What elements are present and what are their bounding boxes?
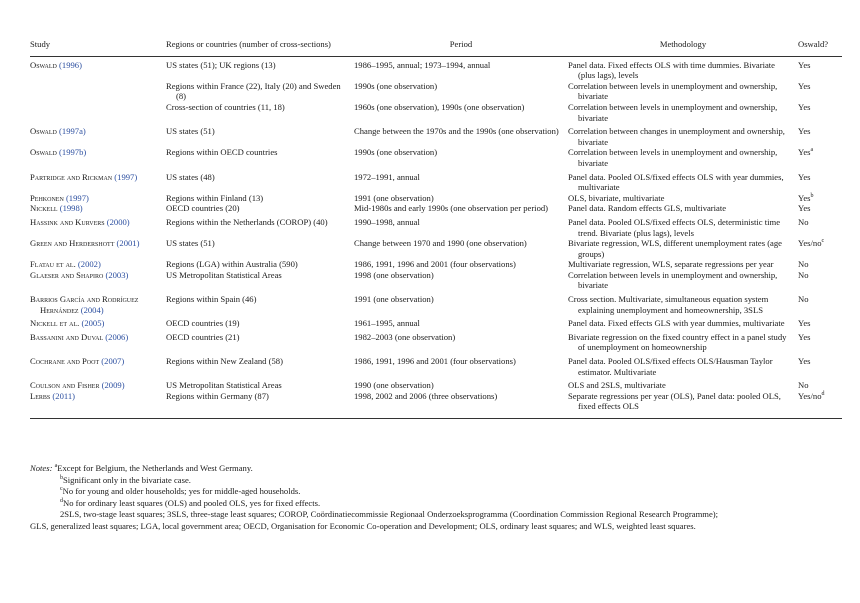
cell-regions-text: Cross-section of countries (11, 18) [166,101,285,112]
study-author: Lerbs [30,390,51,401]
cell-regions [166,193,354,204]
note-d-text: No for ordinary least squares (OLS) and pooled OLS, yes for fixed effects. [63,497,321,508]
cell-period [354,238,568,259]
table-row [30,214,842,238]
study-author: Bassanini and Duval [30,331,104,342]
cell-methodology-text: Panel data. Pooled OLS/fixed effects OLS with year dummies, multivariate [568,171,784,193]
cell-period-text: Change between the 1970s and the 1990s (one observation) [354,126,559,137]
oswald-value: No [798,294,809,305]
oswald-value: Yes [798,331,811,342]
cell-methodology [568,193,798,204]
note-c-mark: c [60,486,63,493]
table-row [30,259,842,270]
oswald-value: No [798,259,809,270]
cell-regions [166,214,354,238]
cell-oswald [798,81,842,102]
cell-regions [166,81,354,102]
table-row [30,238,842,259]
cell-period [354,214,568,238]
cell-methodology [568,270,798,291]
study-year-link[interactable]: (2000) [106,216,130,227]
cell-study [30,214,166,238]
cell-period-text: 1991 (one observation) [354,294,434,305]
note-b-mark: b [60,474,63,481]
note-d-mark: d [60,497,63,504]
cell-methodology-text: Bivariate regression on the fixed country effect in a panel study of unemployment on homeownership [568,331,787,353]
cell-period-text: Mid-1980s and early 1990s (one observation per period) [354,203,549,214]
cell-methodology [568,391,798,419]
cell-period [354,259,568,270]
cell-oswald [798,315,842,329]
cell-oswald [798,169,842,193]
cell-methodology-text: Multivariate regression, WLS, separate regressions per year [568,259,774,270]
cell-study [30,56,166,81]
studies-table [30,36,842,419]
study-year-link[interactable]: (2009) [101,380,125,391]
study-year-link[interactable]: (2003) [105,269,129,280]
header-methodology: Methodology [568,36,798,56]
cell-period-text: 1991 (one observation) [354,192,434,203]
study-year-link[interactable]: (2004) [80,304,104,315]
table-row [30,147,842,168]
cell-study [30,169,166,193]
oswald-value: Yes/no [798,238,822,249]
cell-oswald [798,329,842,353]
cell-regions [166,259,354,270]
study-year-link[interactable]: (2011) [52,390,76,401]
cell-period-text: 1986–1995, annual; 1973–1994, annual [354,59,491,70]
cell-regions-text: Regions within Germany (87) [166,390,269,401]
cell-period-text: 1990s (one observation) [354,147,438,158]
cell-study [30,315,166,329]
study-author: Oswald [30,59,57,70]
footnote-mark: c [821,238,825,245]
cell-regions [166,102,354,123]
note-abbreviations-1: 2SLS, two-stage least squares; 3SLS, three-stage least squares; COROP, Coördinatiecommissie Regionaal Onderzoeksprogramma (Coordination Commission Regional Research Programme); [60,509,719,520]
table-row [30,169,842,193]
study-author: Oswald [30,147,57,158]
cell-regions-text: US Metropolitan Statistical Areas [166,380,282,391]
cell-regions-text: Regions within New Zealand (58) [166,356,283,367]
cell-study [30,377,166,391]
table-row [30,315,842,329]
note-abbreviations-2: GLS, generalized least squares; LGA, local government area; OECD, Organisation for Economic Co-operation and Development; OLS, ordinary least squares; and WLS, weighted least squares. [30,520,696,531]
cell-period [354,203,568,214]
cell-methodology-text: Cross section. Multivariate, simultaneous equation system explaining unemployment and homeownership, 3SLS [568,294,769,315]
cell-oswald [798,203,842,214]
cell-period [354,270,568,291]
study-year-link[interactable]: (1996) [59,59,82,70]
cell-oswald [798,377,842,391]
cell-oswald [798,193,842,204]
oswald-value: Yes [798,356,811,367]
cell-methodology-text: Panel data. Fixed effects GLS with year dummies, multivariate [568,318,785,329]
cell-study [30,147,166,168]
study-year-link[interactable]: (1998) [59,203,83,214]
study-year-link[interactable]: (2007) [101,356,125,367]
cell-study [30,193,166,204]
table-row [30,56,842,81]
cell-methodology [568,291,798,315]
table-row [30,81,842,102]
header-regions: Regions or countries (number of cross-sections) [166,36,354,56]
table-row [30,193,842,204]
footnote-mark: a [810,147,814,154]
cell-study [30,203,166,214]
cell-study [30,391,166,419]
cell-methodology-text: Panel data. Random effects GLS, multivariate [568,203,727,214]
note-a [30,463,842,475]
cell-regions-text: Regions within OECD countries [166,147,278,158]
cell-period-text: 1986, 1991, 1996 and 2001 (four observations) [354,259,516,270]
cell-oswald [798,102,842,123]
oswald-value: Yes [798,126,811,137]
cell-methodology-text: Correlation between levels in unemployment and ownership, bivariate [568,101,778,123]
cell-regions-text: Regions within Finland (13) [166,192,264,203]
note-d [30,498,842,510]
cell-methodology [568,169,798,193]
cell-period [354,123,568,147]
cell-regions-text: US states (51) [166,126,215,137]
study-year-link[interactable]: (2006) [105,331,129,342]
study-author: Nickell [30,203,58,214]
cell-oswald [798,259,842,270]
cell-study [30,123,166,147]
cell-methodology [568,56,798,81]
cell-study [30,291,166,315]
cell-regions-text: Regions within Spain (46) [166,294,257,305]
cell-regions-text: OECD countries (21) [166,331,240,342]
cell-methodology [568,238,798,259]
cell-period [354,353,568,377]
table-row [30,123,842,147]
cell-period [354,147,568,168]
cell-period-text: 1990–1998, annual [354,216,420,227]
cell-methodology [568,377,798,391]
oswald-value: No [798,216,809,227]
oswald-value: Yes [798,318,811,329]
cell-methodology-text: Separate regressions per year (OLS), Panel data: pooled OLS, fixed effects OLS [568,390,781,412]
cell-methodology [568,329,798,353]
note-b [30,475,842,487]
cell-methodology [568,123,798,147]
note-a-mark: a [54,463,58,470]
table-row [30,102,842,123]
cell-methodology [568,102,798,123]
note-c [30,486,842,498]
cell-oswald [798,291,842,315]
oswald-value: Yes [798,192,811,203]
cell-regions [166,169,354,193]
table-row [30,329,842,353]
cell-oswald [798,214,842,238]
cell-period-text: 1986, 1991, 1996 and 2001 (four observations) [354,356,516,367]
cell-study [30,102,166,123]
table-row [30,353,842,377]
cell-study [30,81,166,102]
oswald-value: Yes [798,80,811,91]
cell-oswald [798,123,842,147]
study-year-link[interactable]: (1997b) [59,147,87,158]
cell-regions [166,203,354,214]
cell-regions [166,291,354,315]
cell-study [30,259,166,270]
cell-study [30,353,166,377]
cell-oswald [798,391,842,419]
cell-oswald [798,147,842,168]
oswald-value: Yes [798,171,811,182]
study-author: Coulson and Fisher [30,380,100,391]
cell-regions [166,329,354,353]
cell-period [354,391,568,419]
table-row [30,291,842,315]
cell-period-text: 1982–2003 (one observation) [354,331,456,342]
cell-methodology [568,353,798,377]
cell-period [354,169,568,193]
cell-methodology-text: Panel data. Fixed effects OLS with time dummies. Bivariate (plus lags), levels [568,59,776,81]
cell-regions [166,353,354,377]
cell-period [354,291,568,315]
cell-period-text: 1972–1991, annual [354,171,420,182]
study-year-link[interactable]: (1997) [114,171,138,182]
note-a-text: Except for Belgium, the Netherlands and West Germany. [57,463,253,473]
cell-study [30,329,166,353]
oswald-value: Yes [798,101,811,112]
cell-methodology [568,203,798,214]
cell-regions-text: OECD countries (19) [166,318,240,329]
cell-methodology-text: OLS and 2SLS, multivariate [568,380,666,391]
cell-period-text: Change between 1970 and 1990 (one observation) [354,238,527,249]
header-oswald: Oswald? [798,36,842,56]
cell-regions-text: OECD countries (20) [166,203,240,214]
cell-methodology [568,315,798,329]
table-notes [30,463,842,533]
cell-methodology [568,214,798,238]
note-c-text: No for young and older households; yes for middle-aged households. [62,486,301,497]
study-year-link[interactable]: (1997a) [59,126,86,137]
cell-period [354,329,568,353]
cell-oswald [798,238,842,259]
cell-study [30,270,166,291]
cell-regions [166,377,354,391]
cell-period [354,315,568,329]
table-row [30,391,842,419]
cell-regions [166,315,354,329]
cell-period [354,193,568,204]
table-header-row [30,36,842,56]
cell-regions-text: US states (51); UK regions (13) [166,59,276,70]
cell-period [354,102,568,123]
cell-methodology-text: Correlation between levels in unemployment and ownership, bivariate [568,269,778,291]
study-year-link[interactable]: (1997) [65,192,89,203]
study-author: Pehkonen [30,192,64,203]
cell-regions [166,147,354,168]
study-author: Glaeser and Shapiro [30,269,104,280]
table-row [30,270,842,291]
cell-regions-text: Regions (LGA) within Australia (590) [166,259,298,270]
cell-methodology-text: Correlation between changes in unemployment and ownership, bivariate [568,126,785,147]
cell-regions [166,270,354,291]
notes-label: Notes: [30,463,53,473]
footnote-mark: d [821,390,825,397]
cell-methodology-text: OLS, bivariate, multivariate [568,192,665,203]
footnote-mark: b [810,192,814,199]
cell-period-text: 1990s (one observation) [354,80,438,91]
cell-methodology-text: Panel data. Pooled OLS/fixed effects OLS, deterministic time trend. Bivariate (plus lags), levels [568,216,781,238]
cell-oswald [798,270,842,291]
cell-regions-text: Regions within the Netherlands (COROP) (40) [166,216,328,227]
cell-methodology [568,147,798,168]
oswald-value: Yes [798,203,811,214]
table-row [30,377,842,391]
cell-regions-text: Regions within France (22), Italy (20) and Sweden (8) [166,80,341,102]
cell-period-text: 1990 (one observation) [354,380,434,391]
cell-regions-text: US Metropolitan Statistical Areas [166,269,282,280]
cell-regions [166,238,354,259]
cell-regions-text: US states (48) [166,171,215,182]
cell-regions [166,391,354,419]
cell-regions-text: US states (51) [166,238,215,249]
cell-period-text: 1961–1995, annual [354,318,420,329]
cell-methodology-text: Bivariate regression, WLS, different unemployment rates (age groups) [568,238,782,259]
header-study: Study [30,36,166,56]
oswald-value: Yes [798,147,811,158]
cell-methodology-text: Panel data. Pooled OLS/fixed effects OLS/Hausman Taylor estimator. Multivariate [568,356,773,377]
oswald-value: Yes [798,59,811,70]
study-author: Partridge and Rickman [30,171,113,182]
cell-period-text: 1960s (one observation), 1990s (one observation) [354,101,525,112]
study-author: Oswald [30,126,57,137]
cell-period-text: 1998, 2002 and 2006 (three observations) [354,390,498,401]
table-body [30,56,842,418]
study-author: Green and Herdershott [30,238,115,249]
cell-regions [166,123,354,147]
cell-period [354,377,568,391]
oswald-value: No [798,269,809,280]
cell-methodology [568,259,798,270]
study-author: Barrios García and Rodríguez Hernández [30,294,139,315]
study-author: Cochrane and Poot [30,356,100,367]
table-row [30,203,842,214]
study-author: Flatau et al. [30,259,76,270]
oswald-value: Yes/no [798,390,822,401]
cell-oswald [798,353,842,377]
study-author: Hassink and Kurvers [30,216,105,227]
cell-methodology-text: Correlation between levels in unemployment and ownership, bivariate [568,147,778,168]
study-year-link[interactable]: (2005) [81,318,105,329]
cell-methodology [568,81,798,102]
cell-period-text: 1998 (one observation) [354,269,434,280]
cell-regions [166,56,354,81]
cell-period [354,56,568,81]
study-year-link[interactable]: (2001) [116,238,140,249]
study-year-link[interactable]: (2002) [77,259,101,270]
cell-methodology-text: Correlation between levels in unemployment and ownership, bivariate [568,80,778,102]
oswald-value: No [798,380,809,391]
cell-study [30,238,166,259]
cell-oswald [798,56,842,81]
study-author: Nickell et al. [30,318,80,329]
cell-period [354,81,568,102]
note-b-text: Significant only in the bivariate case. [63,474,191,485]
header-period: Period [354,36,568,56]
